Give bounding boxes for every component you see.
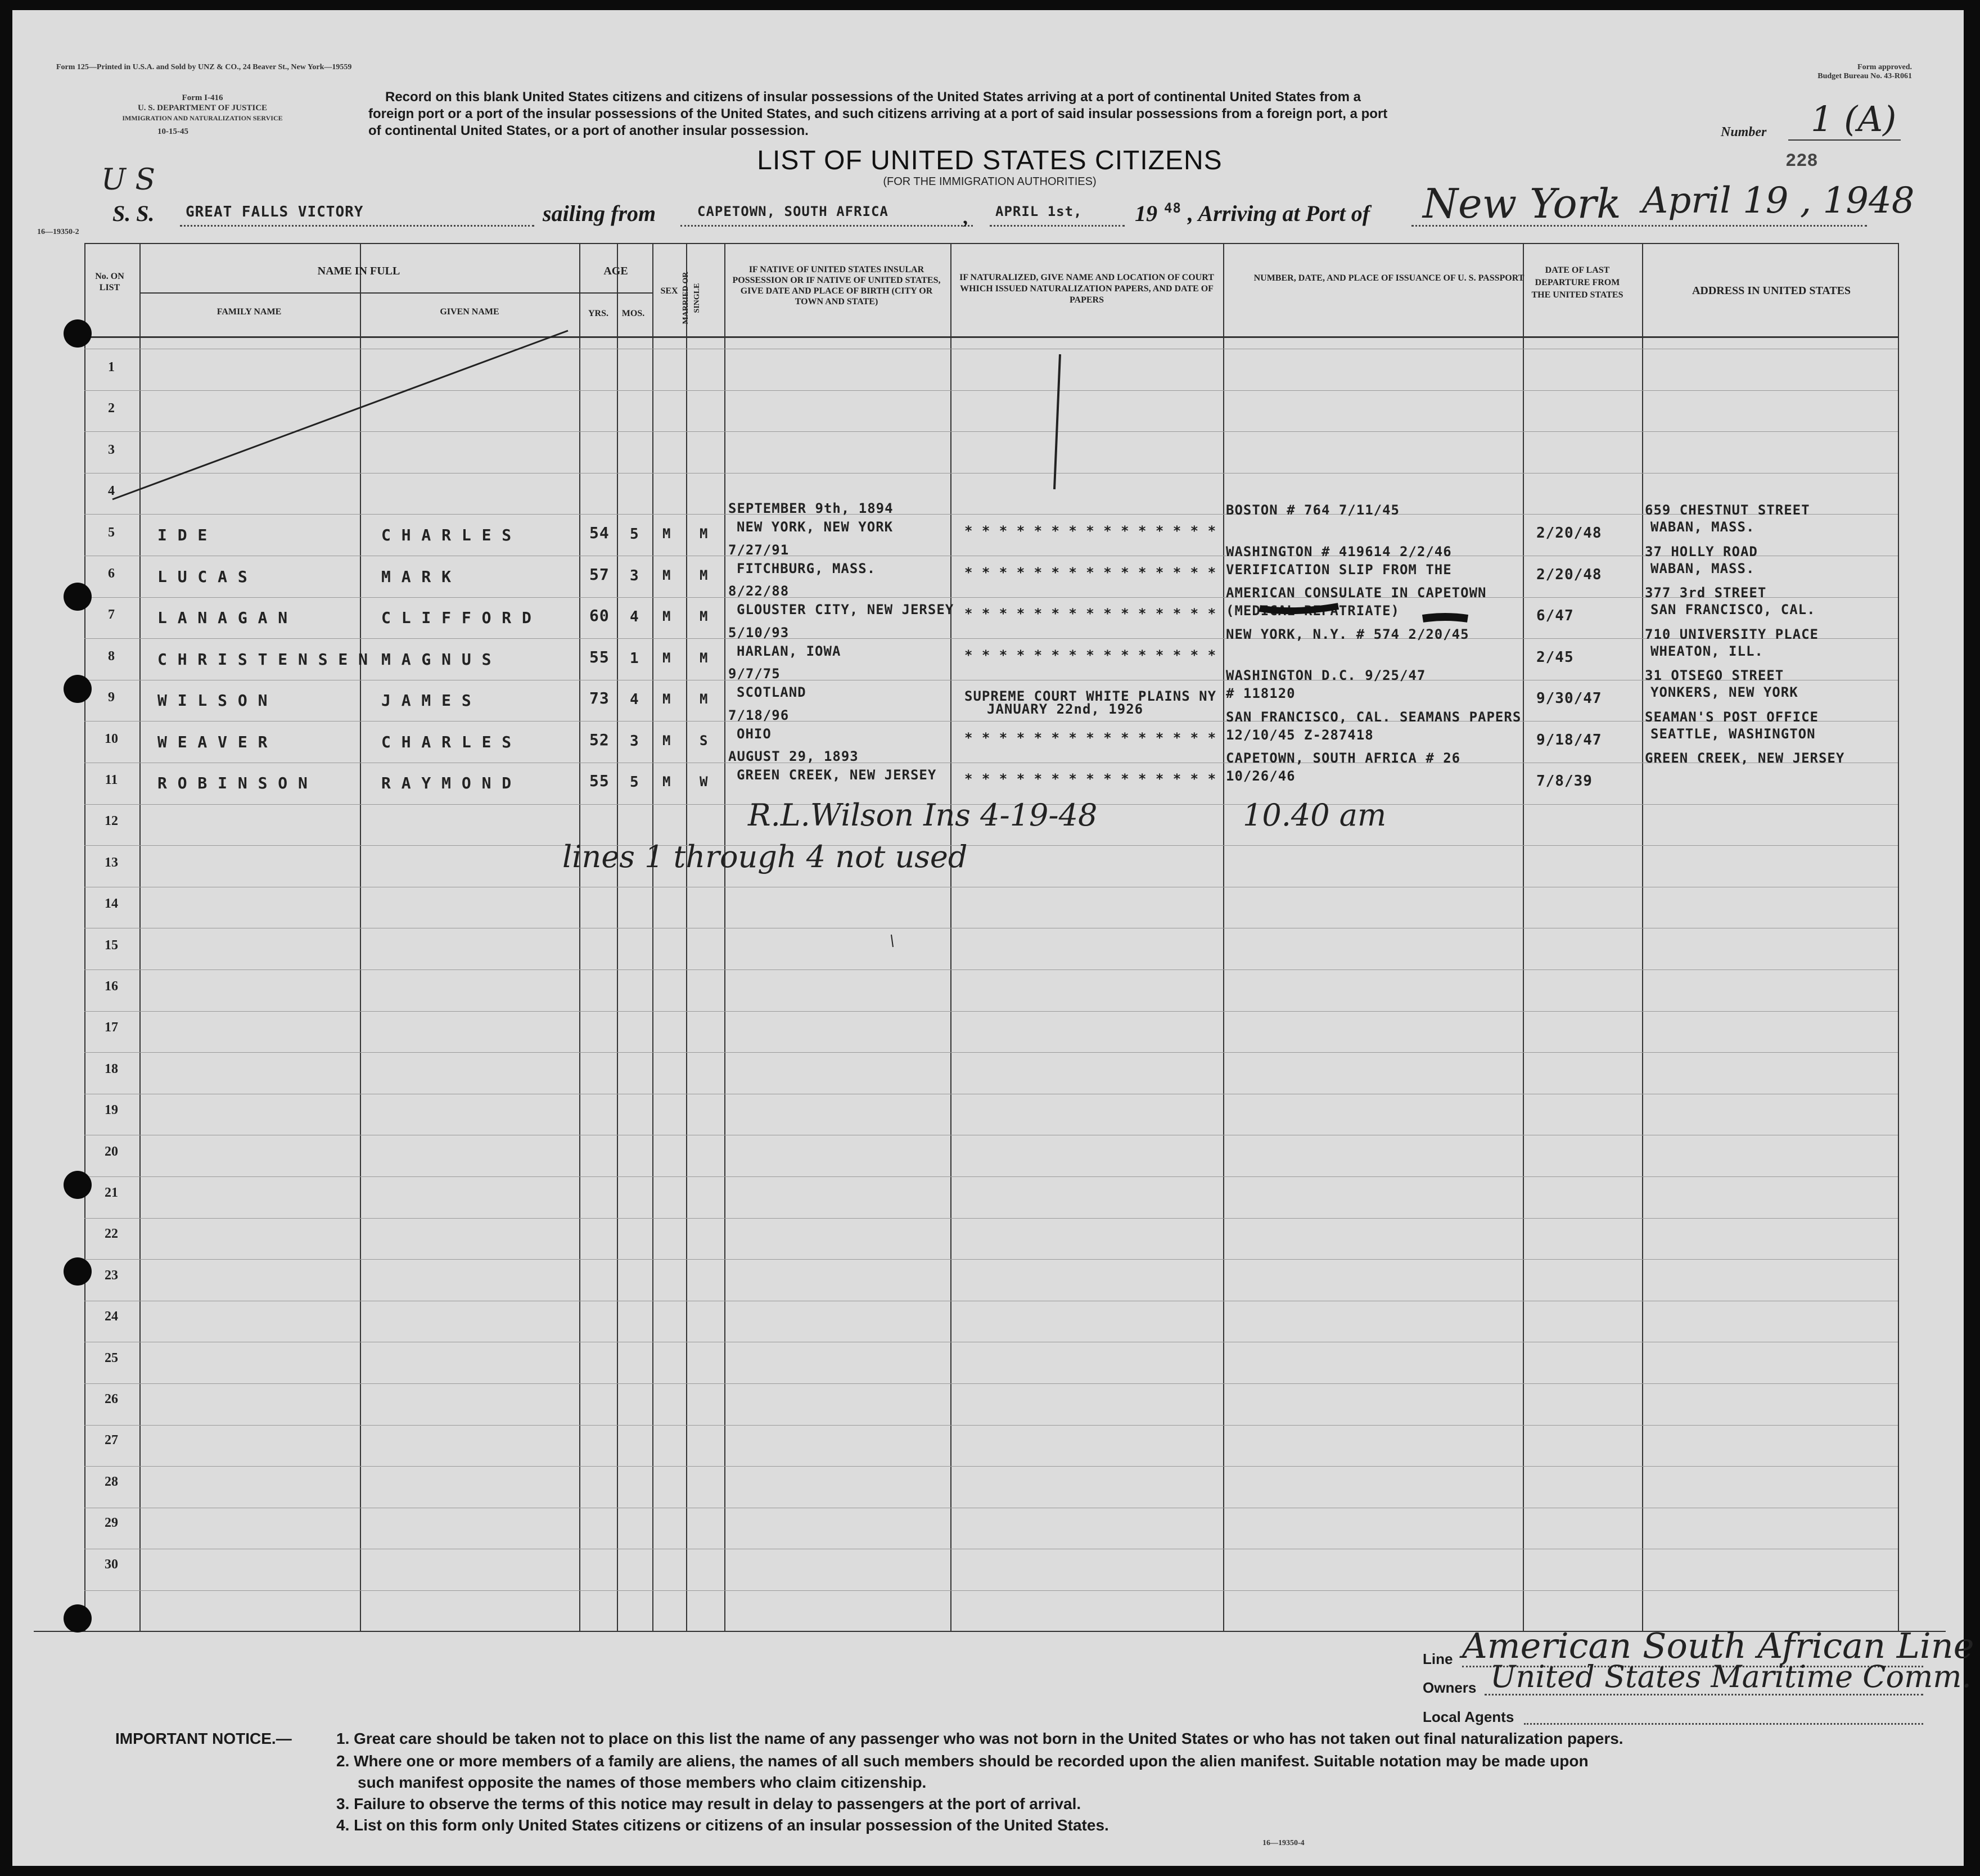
address-line-2: WHEATON, ILL. — [1650, 643, 1763, 659]
owners-value: United States Maritime Comm. — [1490, 1659, 1972, 1694]
row-number: 9 — [108, 690, 115, 705]
age-months: 4 — [630, 608, 639, 625]
form-approved: Form approved. — [1857, 63, 1912, 71]
lines-not-used-note: lines 1 through 4 not used — [562, 839, 968, 874]
address-line-1: 37 HOLLY ROAD — [1645, 544, 1758, 560]
birth-date: 7/18/96 — [728, 707, 790, 723]
address-line-2: WABAN, MASS. — [1650, 561, 1755, 576]
last-departure: 2/20/48 — [1536, 566, 1602, 583]
arrival-date: April 19 , 1948 — [1642, 180, 1915, 222]
marital-status: M — [700, 608, 709, 624]
age-years: 52 — [589, 730, 610, 749]
notice-item-2: 2. Where one or more members of a family are aliens, the names of all such members should be recorded upon the alien manifest. Suitable notation may be made upon — [336, 1752, 1589, 1770]
sex: M — [662, 774, 671, 790]
row-number: 17 — [105, 1020, 118, 1035]
row-number: 13 — [105, 855, 118, 870]
last-departure: 7/8/39 — [1536, 773, 1593, 790]
address-line-1: 659 CHESTNUT STREET — [1645, 502, 1810, 518]
birth-date: 9/7/75 — [728, 666, 781, 682]
marital-status: S — [700, 733, 709, 748]
last-departure: 9/18/47 — [1536, 732, 1602, 748]
header-married-single: MARRIED OR SINGLE — [682, 272, 701, 324]
age-months: 3 — [630, 733, 639, 750]
row-number: 19 — [105, 1103, 118, 1117]
sex: M — [662, 691, 671, 707]
naturalization: * * * * * * * * * * * * * * * — [964, 730, 1217, 746]
ink-blot-2 — [1423, 617, 1468, 619]
sex: M — [662, 650, 671, 666]
number-value: 1 (A) — [1811, 98, 1897, 139]
passport-line-1: WASHINGTON D.C. 9/25/47 — [1226, 668, 1426, 683]
row-number: 11 — [105, 773, 118, 787]
sex: M — [662, 567, 671, 583]
header-yrs: YRS. — [588, 309, 608, 318]
given-name: R A Y M O N D — [381, 774, 512, 792]
naturalization: SUPREME COURT WHITE PLAINS NY — [964, 688, 1217, 704]
naturalization: * * * * * * * * * * * * * * * — [964, 523, 1217, 539]
birth-place: NEW YORK, NEW YORK — [737, 519, 894, 535]
punch-hole — [64, 1604, 92, 1633]
row-number: 24 — [105, 1309, 118, 1324]
ditto-mark — [1054, 354, 1060, 489]
line-label: Line — [1423, 1650, 1453, 1667]
row-number: 28 — [105, 1474, 118, 1489]
row-number: 26 — [105, 1392, 118, 1406]
printer-line: Form 125—Printed in U.S.A. and Sold by UNZ & CO., 24 Beaver St., New York—19559 — [56, 63, 352, 71]
passport-line-1: SAN FRANCISCO, CAL. SEAMANS PAPERS — [1226, 709, 1522, 725]
header-mos: MOS. — [621, 309, 645, 318]
row-number: 10 — [105, 732, 118, 746]
passport-line-1: NEW YORK, N.Y. # 574 2/20/45 — [1226, 626, 1469, 642]
punch-hole — [64, 1171, 92, 1199]
address-line-2: SAN FRANCISCO, CAL. — [1650, 602, 1816, 617]
age-years: 60 — [589, 606, 610, 625]
row-number: 7 — [108, 607, 115, 622]
sailing-year: 48 — [1164, 200, 1181, 216]
punch-hole — [64, 675, 92, 703]
birth-date: 8/22/88 — [728, 583, 790, 599]
address-line-1: 710 UNIVERSITY PLACE — [1645, 626, 1819, 642]
notice-item-4: 4. List on this form only United States citizens or citizens of an insular possession of the United States. — [336, 1816, 1109, 1834]
header-native: IF NATIVE OF UNITED STATES INSULAR POSSESSION OR IF NATIVE OF UNITED STATES, GIVE DATE AND PLACE OF BIRTH (CITY OR TOWN AND STATE) — [732, 265, 941, 306]
header-given-name: GIVEN NAME — [440, 307, 499, 317]
owners-underline — [1485, 1694, 1923, 1695]
marital-status: M — [700, 650, 709, 666]
row-number: 14 — [105, 896, 118, 911]
header-naturalized: IF NATURALIZED, GIVE NAME AND LOCATION OF COURT WHICH ISSUED NATURALIZATION PAPERS, AND DATE OF PAPERS — [959, 273, 1214, 305]
instructions-line-1: Record on this blank United States citizens and citizens of insular possessions of the United States arriving at a port of continental United States from a — [385, 89, 1361, 105]
address-line-1: 377 3rd STREET — [1645, 585, 1767, 601]
naturalization: * * * * * * * * * * * * * * * — [964, 647, 1217, 663]
instructions-line-3: of continental United States, or a port of another insular possession. — [368, 123, 809, 138]
marital-status: M — [700, 691, 709, 707]
address-line-2: YONKERS, NEW YORK — [1650, 684, 1798, 700]
inspection-time: 10.40 am — [1243, 797, 1387, 833]
family-name: L A N A G A N — [157, 608, 288, 627]
row-number: 3 — [108, 443, 115, 457]
passport-line-2: 10/26/46 — [1226, 768, 1296, 784]
passport-line-2: VERIFICATION SLIP FROM THE — [1226, 562, 1452, 578]
service-name: IMMIGRATION AND NATURALIZATION SERVICE — [122, 114, 283, 122]
header-passport: NUMBER, DATE, AND PLACE OF ISSUANCE OF U. S. PASSPORT — [1253, 273, 1525, 283]
row-number: 4 — [108, 484, 115, 498]
birth-place: OHIO — [737, 726, 772, 742]
us-mark: U S — [101, 163, 155, 197]
ink-blot — [1260, 606, 1338, 611]
birth-date: 7/27/91 — [728, 542, 790, 558]
passport-line-2: 12/10/45 Z-287418 — [1226, 727, 1374, 743]
arrival-port: New York — [1423, 180, 1621, 227]
birth-place: HARLAN, IOWA — [737, 643, 841, 659]
last-departure: 2/45 — [1536, 649, 1574, 666]
age-years: 55 — [589, 772, 610, 790]
row-number: 5 — [108, 525, 115, 540]
given-name: C H A R L E S — [381, 526, 512, 544]
passport-line-1: CAPETOWN, SOUTH AFRICA # 26 — [1226, 750, 1461, 766]
age-years: 55 — [589, 648, 610, 666]
family-name: W E A V E R — [157, 733, 268, 751]
last-departure: 9/30/47 — [1536, 690, 1602, 707]
ss-label: S. S. — [112, 201, 155, 226]
passport-line-2: (MEDICAL REPATRIATE) — [1226, 603, 1400, 619]
row-number: 6 — [108, 566, 115, 581]
notice-code: 16—19350-4 — [1262, 1839, 1305, 1847]
row-number: 2 — [108, 401, 115, 416]
birth-place: GREEN CREEK, NEW JERSEY — [737, 767, 937, 783]
age-months: 4 — [630, 691, 639, 708]
header-address: ADDRESS IN UNITED STATES — [1692, 285, 1851, 297]
origin-port: CAPETOWN, SOUTH AFRICA — [697, 204, 888, 219]
marital-status: M — [700, 526, 709, 542]
family-name: L U C A S — [157, 567, 248, 586]
header-no-on-list: No. ON LIST — [95, 272, 124, 292]
notice-item-1: 1. Great care should be taken not to place on this list the name of any passenger who was not born in the United States or who has not taken out final naturalization papers. — [336, 1730, 1623, 1747]
line-value: American South African Line — [1462, 1625, 1974, 1666]
row-number: 27 — [105, 1433, 118, 1447]
address-line-1: 31 OTSEGO STREET — [1645, 668, 1784, 683]
notice-item-2b: such manifest opposite the names of those members who claim citizenship. — [358, 1774, 927, 1791]
header-family-name: FAMILY NAME — [217, 307, 282, 317]
number-label: Number — [1721, 125, 1767, 139]
arriving-label: , Arriving at Port of — [1188, 201, 1370, 226]
notice-item-3: 3. Failure to observe the terms of this notice may result in delay to passengers at the port of arrival. — [336, 1795, 1081, 1812]
row-number: 25 — [105, 1351, 118, 1365]
form-number: Form I-416 — [182, 93, 223, 102]
row-number: 23 — [105, 1268, 118, 1283]
year-prefix: 19 — [1135, 201, 1157, 226]
row-number: 21 — [105, 1185, 118, 1200]
page-title: LIST OF UNITED STATES CITIZENS — [757, 146, 1223, 175]
sex: M — [662, 526, 671, 542]
row-number: 20 — [105, 1144, 118, 1159]
sailing-label: sailing from — [543, 201, 656, 226]
comma-1: , — [963, 206, 968, 228]
side-code: 16—19350-2 — [37, 228, 79, 236]
address-line-2: SEATTLE, WASHINGTON — [1650, 726, 1816, 742]
passport-line-1: BOSTON # 764 7/11/45 — [1226, 502, 1400, 518]
notice-heading: IMPORTANT NOTICE.— — [115, 1730, 292, 1747]
given-name: C L I F F O R D — [381, 608, 532, 627]
family-name: C H R I S T E N S E N — [157, 650, 369, 669]
family-name: W I L S O N — [157, 691, 268, 710]
instructions-line-2: foreign port or a port of the insular possessions of the United States, and such citizens arriving at a port of said insular possessions from a foreign port, a port — [368, 106, 1388, 121]
local-agents-label: Local Agents — [1423, 1708, 1514, 1725]
form-date: 10-15-45 — [157, 127, 188, 136]
naturalization: * * * * * * * * * * * * * * * — [964, 771, 1217, 787]
naturalization-date: JANUARY 22nd, 1926 — [987, 701, 1144, 717]
given-name: C H A R L E S — [381, 733, 512, 751]
ship-name: GREAT FALLS VICTORY — [186, 204, 364, 220]
given-name: M A G N U S — [381, 650, 492, 669]
row-number: 18 — [105, 1062, 118, 1076]
age-months: 5 — [630, 774, 639, 791]
punch-hole — [64, 1257, 92, 1286]
age-months: 3 — [630, 567, 639, 584]
birth-date: 5/10/93 — [728, 625, 790, 641]
birth-date: SEPTEMBER 9th, 1894 — [728, 500, 894, 516]
birth-place: GLOUSTER CITY, NEW JERSEY — [737, 602, 954, 617]
passport-line-1: WASHINGTON # 419614 2/2/46 — [1226, 544, 1452, 560]
ink-tick — [891, 935, 893, 947]
address-line-1: SEAMAN'S POST OFFICE — [1645, 709, 1819, 725]
stamp-number: 228 — [1785, 151, 1818, 172]
age-years: 73 — [589, 689, 610, 707]
header-last-departure: DATE OF LAST DEPARTURE FROM THE UNITED STATES — [1531, 265, 1623, 300]
row-number: 30 — [105, 1557, 118, 1572]
family-name: I D E — [157, 526, 208, 544]
inspector-signature: R.L.Wilson Ins 4-19-48 — [748, 797, 1098, 833]
age-months: 5 — [630, 526, 639, 543]
age-months: 1 — [630, 650, 639, 667]
page-subtitle: (FOR THE IMMIGRATION AUTHORITIES) — [883, 175, 1097, 188]
row-number: 12 — [105, 814, 118, 828]
sex: M — [662, 608, 671, 624]
row-number: 15 — [105, 938, 118, 953]
department-name: U. S. DEPARTMENT OF JUSTICE — [137, 103, 268, 112]
marital-status: M — [700, 567, 709, 583]
row-number: 1 — [108, 360, 115, 375]
owners-label: Owners — [1423, 1679, 1477, 1696]
last-departure: 6/47 — [1536, 607, 1574, 624]
row-number: 29 — [105, 1516, 118, 1530]
punch-hole — [64, 319, 92, 348]
age-years: 57 — [589, 565, 610, 584]
passport-line-1: AMERICAN CONSULATE IN CAPETOWN — [1226, 585, 1487, 601]
family-name: R O B I N S O N — [157, 774, 308, 792]
birth-place: FITCHBURG, MASS. — [737, 561, 876, 576]
address-line-2: WABAN, MASS. — [1650, 519, 1755, 535]
header-age: AGE — [603, 265, 628, 277]
given-name: J A M E S — [381, 691, 472, 710]
strike-through-line — [112, 331, 568, 499]
agents-underline — [1524, 1723, 1923, 1725]
marital-status: W — [700, 774, 709, 790]
sailing-date: APRIL 1st, — [995, 204, 1083, 219]
passport-line-2: # 118120 — [1226, 686, 1296, 701]
budget-number: Budget Bureau No. 43-R061 — [1817, 72, 1912, 80]
row-number: 16 — [105, 979, 118, 994]
punch-hole — [64, 583, 92, 611]
header-name-in-full: NAME IN FULL — [317, 265, 400, 277]
row-number: 22 — [105, 1226, 118, 1241]
sex: M — [662, 733, 671, 748]
row-number: 8 — [108, 649, 115, 664]
age-years: 54 — [589, 524, 610, 542]
address-line-1: GREEN CREEK, NEW JERSEY — [1645, 750, 1845, 766]
given-name: M A R K — [381, 567, 452, 586]
last-departure: 2/20/48 — [1536, 525, 1602, 542]
naturalization: * * * * * * * * * * * * * * * — [964, 565, 1217, 580]
birth-date: AUGUST 29, 1893 — [728, 748, 859, 764]
birth-place: SCOTLAND — [737, 684, 806, 700]
naturalization: * * * * * * * * * * * * * * * — [964, 606, 1217, 621]
header-sex: SEX — [660, 286, 678, 296]
